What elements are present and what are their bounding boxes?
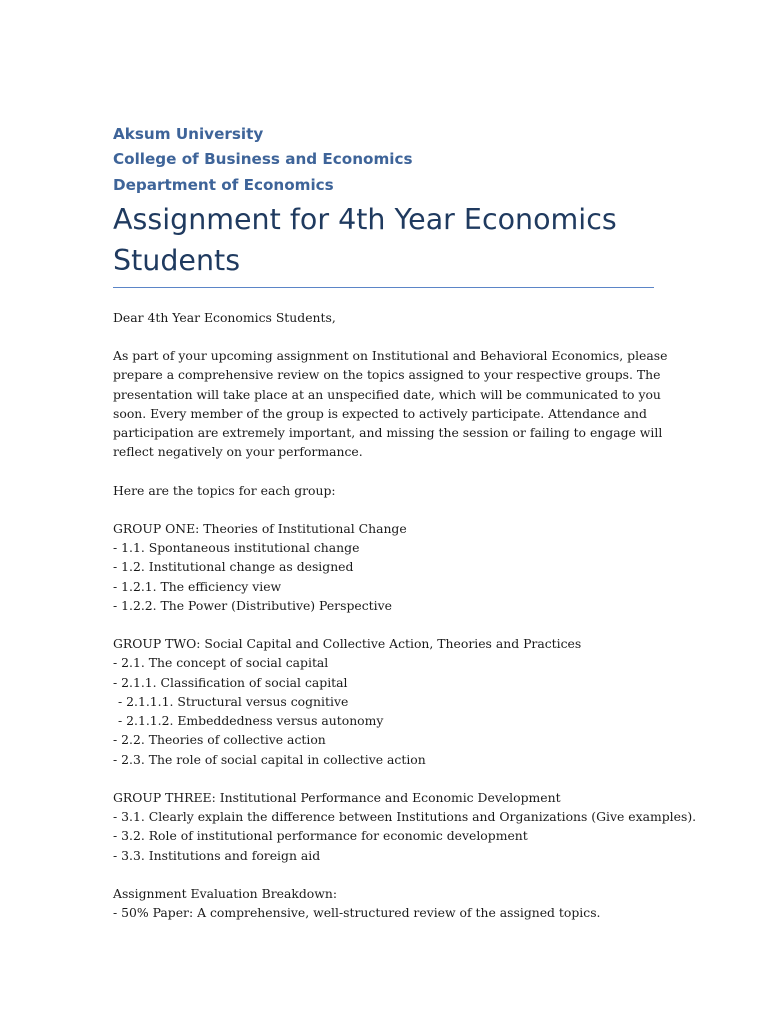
title-line-2: Students — [113, 243, 241, 277]
topics-intro-text: Here are the topics for each group: — [113, 482, 336, 498]
topic-subitem: - 2.1.1.2. Embeddedness versus autonomy — [118, 713, 384, 729]
group-three — [113, 788, 697, 865]
document-title — [113, 199, 654, 288]
intro-line: prepare a comprehensive review on the topics assigned to your respective groups. The — [113, 367, 661, 383]
document-page — [113, 122, 697, 922]
title-line-1: Assignment for 4th Year Economics — [113, 202, 617, 236]
document-body — [113, 308, 697, 922]
topic-item: - 3.1. Clearly explain the difference between Institutions and Organizations (Give examples). — [113, 809, 697, 825]
topic-item: - 2.3. The role of social capital in collective action — [113, 751, 426, 767]
department-name: Department of Economics — [113, 175, 334, 194]
university-name: Aksum University — [113, 125, 264, 143]
salutation-text: Dear 4th Year Economics Students, — [113, 309, 336, 325]
intro-line: participation are extremely important, and missing the session or failing to engage will — [113, 425, 663, 441]
topic-item: - 1.2. Institutional change as designed — [113, 559, 354, 575]
topic-item: - 2.1.1. Classification of social capital — [113, 674, 348, 690]
intro-line: As part of your upcoming assignment on Institutional and Behavioral Economics, please — [113, 348, 668, 364]
topic-item: - 1.2.1. The efficiency view — [113, 578, 282, 594]
evaluation-item: - 50% Paper: A comprehensive, well-structured review of the assigned topics. — [113, 905, 601, 921]
college-name: College of Business and Economics — [113, 150, 413, 169]
intro-line: soon. Every member of the group is expected to actively participate. Attendance and — [113, 405, 647, 421]
topic-item: - 3.3. Institutions and foreign aid — [113, 847, 321, 863]
group-heading: GROUP ONE: Theories of Institutional Change — [113, 521, 407, 537]
group-heading: GROUP THREE: Institutional Performance and Economic Development — [113, 789, 561, 805]
intro-line: reflect negatively on your performance. — [113, 444, 363, 460]
intro-paragraph — [113, 346, 668, 461]
topic-subitem: - 2.1.1.1. Structural versus cognitive — [118, 693, 349, 709]
group-heading: GROUP TWO: Social Capital and Collective Action, Theories and Practices — [113, 636, 582, 652]
evaluation-breakdown — [113, 884, 658, 922]
topics-intro — [113, 481, 658, 500]
topic-item: - 1.1. Spontaneous institutional change — [113, 540, 360, 556]
group-two — [113, 634, 658, 768]
topic-item: - 2.1. The concept of social capital — [113, 655, 329, 671]
intro-line: presentation will take place at an unspecified date, which will be communicated to you — [113, 386, 661, 402]
topic-item: - 3.2. Role of institutional performance for economic development — [113, 828, 528, 844]
topic-item: - 2.2. Theories of collective action — [113, 732, 326, 748]
institution-header — [113, 122, 658, 198]
salutation — [113, 308, 658, 327]
group-one — [113, 519, 658, 615]
topic-item: - 1.2.2. The Power (Distributive) Perspective — [113, 597, 392, 613]
evaluation-heading: Assignment Evaluation Breakdown: — [113, 885, 338, 901]
